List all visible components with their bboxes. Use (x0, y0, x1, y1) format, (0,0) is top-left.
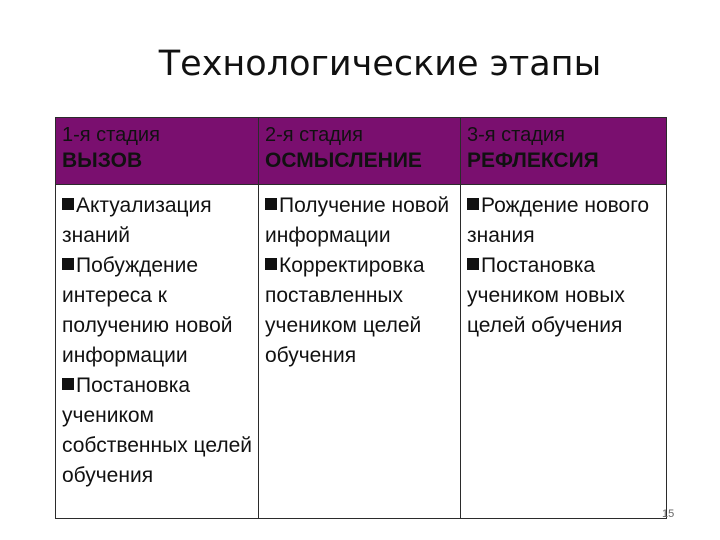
list-item-text: Постановка учеником новых целей обучения (467, 254, 625, 337)
stage-cell-1 (56, 185, 259, 519)
stage-name: РЕФЛЕКСИЯ (467, 149, 599, 172)
square-bullet-icon (467, 258, 479, 270)
stage-name: ВЫЗОВ (62, 149, 143, 172)
stage-number: 1-я стадия (62, 124, 160, 146)
stage-cell-3 (461, 185, 667, 519)
square-bullet-icon (467, 198, 479, 210)
list-item-text: Постановка учеником собственных целей обучения (62, 374, 252, 487)
stage-header-3 (461, 118, 667, 185)
stage-header-1 (56, 118, 259, 185)
list-item (62, 251, 252, 371)
stages-header-row (56, 118, 667, 185)
square-bullet-icon (62, 378, 74, 390)
square-bullet-icon (265, 258, 277, 270)
stage-header-2 (259, 118, 461, 185)
stages-body-row (56, 185, 667, 519)
list-item (62, 191, 252, 251)
page-number: 15 (662, 508, 675, 520)
stage-name: ОСМЫСЛЕНИЕ (265, 149, 422, 172)
list-item (467, 191, 660, 251)
list-item-text: Актуализация знаний (62, 194, 212, 247)
list-item (265, 191, 454, 251)
square-bullet-icon (265, 198, 277, 210)
square-bullet-icon (62, 198, 74, 210)
list-item (265, 251, 454, 371)
stage-number: 3-я стадия (467, 124, 565, 146)
list-item-text: Корректировка поставленных учеником целей обучения (265, 254, 425, 367)
stage-cell-2 (259, 185, 461, 519)
square-bullet-icon (62, 258, 74, 270)
list-item-text: Рождение нового знания (467, 194, 650, 247)
list-item (467, 251, 660, 341)
stages-table (55, 117, 667, 519)
slide-title: Технологические этапы (158, 44, 602, 84)
list-item-text: Получение новой информации (265, 194, 450, 247)
list-item (62, 371, 252, 491)
list-item-text: Побуждение интереса к получению новой информации (62, 254, 233, 367)
stage-number: 2-я стадия (265, 124, 363, 146)
